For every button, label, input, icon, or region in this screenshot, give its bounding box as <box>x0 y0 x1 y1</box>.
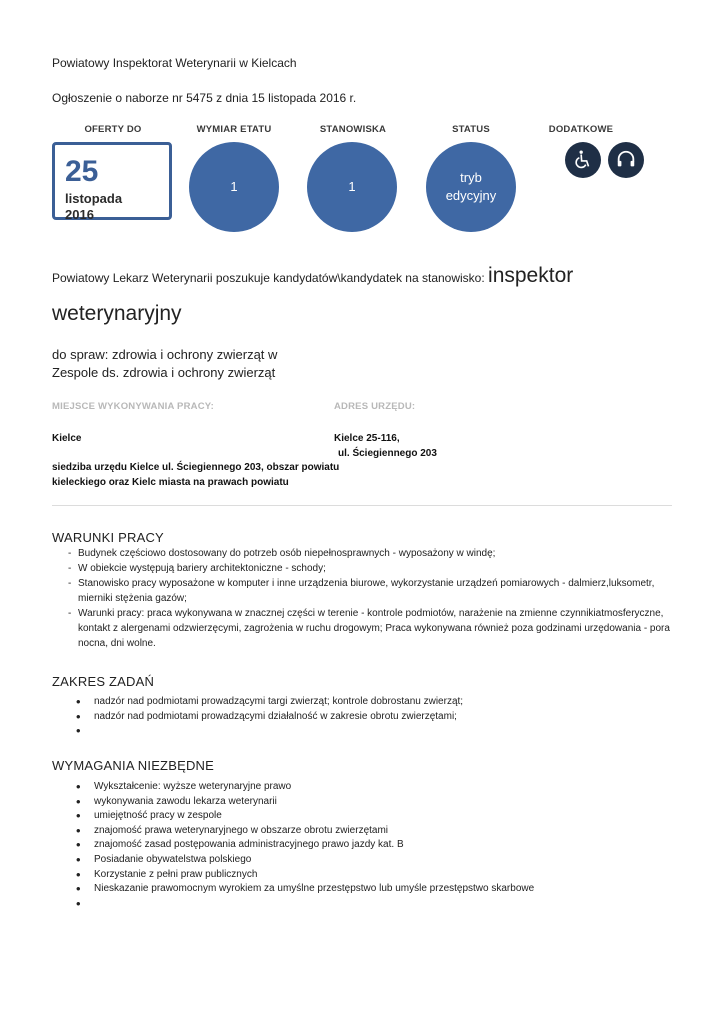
list-item: • znajomość zasad postępowania administracyjnego prawo jazdy kat. B <box>76 837 404 853</box>
list-item: - Budynek częściowo dostosowany do potrzeb osób niepełnosprawnych - wyposażony w windę; <box>68 548 496 559</box>
workplace-label: MIEJSCE WYKONYWANIA PRACY: <box>52 401 214 412</box>
position-name-part1: inspektor <box>488 264 574 287</box>
department-line2: Zespole ds. zdrowia i ochrony zwierząt <box>52 365 276 380</box>
office-address-line1: Kielce 25-116, <box>334 433 400 444</box>
intro-line <box>52 264 573 288</box>
workplace-details-line1: siedziba urzędu Kielce ul. Ściegiennego 203, obszar powiatu <box>52 462 340 473</box>
list-item: - W obiekcie występują bariery architektoniczne - schody; <box>68 563 326 574</box>
label-status: STATUS <box>452 124 490 135</box>
workplace-details <box>52 460 339 490</box>
workplace-city: Kielce <box>52 433 82 444</box>
office-address-label: ADRES URZĘDU: <box>334 401 416 412</box>
position-name-part2: weterynaryjny <box>52 302 182 325</box>
status-circle <box>426 142 516 232</box>
list-item: • Posiadanie obywatelstwa polskiego <box>76 851 252 867</box>
deadline-box <box>52 142 172 220</box>
department <box>52 346 277 382</box>
section-divider <box>52 505 672 506</box>
conditions-title: WARUNKI PRACY <box>52 530 164 545</box>
list-item: • Nieskazanie prawomocnym wyrokiem za umyślne przestępstwo lub umyśle przestępstwo skarbowe <box>76 881 535 897</box>
list-item: • nadzór nad podmiotami prowadzącymi targi zwierząt; kontrole dobrostanu zwierząt; <box>76 694 464 709</box>
positions-value: 1 <box>348 179 356 194</box>
list-item: • znajomość prawa weterynaryjnego w obszarze obrotu zwierzętami <box>76 822 389 838</box>
list-item: • nadzór nad podmiotami prowadzącymi działalność w zakresie obrotu zwierzętami; <box>76 708 457 724</box>
department-line1: do spraw: zdrowia i ochrony zwierząt w <box>52 347 278 362</box>
wheelchair-icon <box>565 142 601 178</box>
etat-circle <box>189 142 279 232</box>
label-positions: STANOWISKA <box>319 124 387 135</box>
list-item: • wykonywania zawodu lekarza weterynarii <box>76 793 277 809</box>
etat-value: 1 <box>230 179 238 194</box>
label-deadline: OFERTY DO <box>84 124 142 135</box>
status-line1: tryb <box>460 170 482 185</box>
announcement-title: Ogłoszenie o naborze nr 5475 z dnia 15 listopada 2016 r. <box>52 91 357 105</box>
headset-icon <box>608 142 644 178</box>
workplace-details-line2: kieleckiego oraz Kielc miasta na prawach powiatu <box>52 477 289 488</box>
list-item: • <box>76 723 81 739</box>
deadline-month: listopada <box>65 191 123 206</box>
requirements-list <box>76 780 676 911</box>
conditions-list <box>62 546 682 651</box>
tasks-title: ZAKRES ZADAŃ <box>52 674 155 689</box>
list-item: - Stanowisko pracy wyposażone w komputer i inne urządzenia biurowe, wykorzystanie urządzeń pomiarowych - dalmierz,luksometr, mierniki stężenia gazów; <box>68 578 655 604</box>
office-address-line2: ul. Ściegiennego 203 <box>338 448 437 459</box>
list-item: • Wykształcenie: wyższe weterynaryjne prawo <box>76 779 292 794</box>
list-item: • umiejętność pracy w zespole <box>76 808 222 824</box>
status-line2: edycyjny <box>445 188 497 203</box>
tasks-list <box>76 695 676 739</box>
office-address <box>334 431 437 461</box>
deadline-day: 25 <box>65 155 99 188</box>
list-item: • <box>76 895 81 911</box>
requirements-title: WYMAGANIA NIEZBĘDNE <box>52 758 214 773</box>
intro-text: Powiatowy Lekarz Weterynarii poszukuje kandydatów\kandydatek na stanowisko: <box>52 271 485 285</box>
label-etat: WYMIAR ETATU <box>196 124 272 135</box>
positions-circle <box>307 142 397 232</box>
deadline-year: 2016 <box>65 207 94 222</box>
institution-name: Powiatowy Inspektorat Weterynarii w Kielcach <box>52 56 297 70</box>
label-extra: DODATKOWE <box>548 124 614 135</box>
deadline-month-year <box>65 191 122 223</box>
list-item: • Korzystanie z pełni praw publicznych <box>76 866 258 882</box>
list-item: - Warunki pracy: praca wykonywana w znacznej części w terenie - kontrole podmiotów, narażenie na zmienne czynnikiatmosferyczne, kontakt z alergenami odzwierzęcymi, zagrożenia w ruchu drogowym; Praca wykonywana również poza godzinami urzędowania - pora nocna, dni wolne. <box>68 608 670 649</box>
